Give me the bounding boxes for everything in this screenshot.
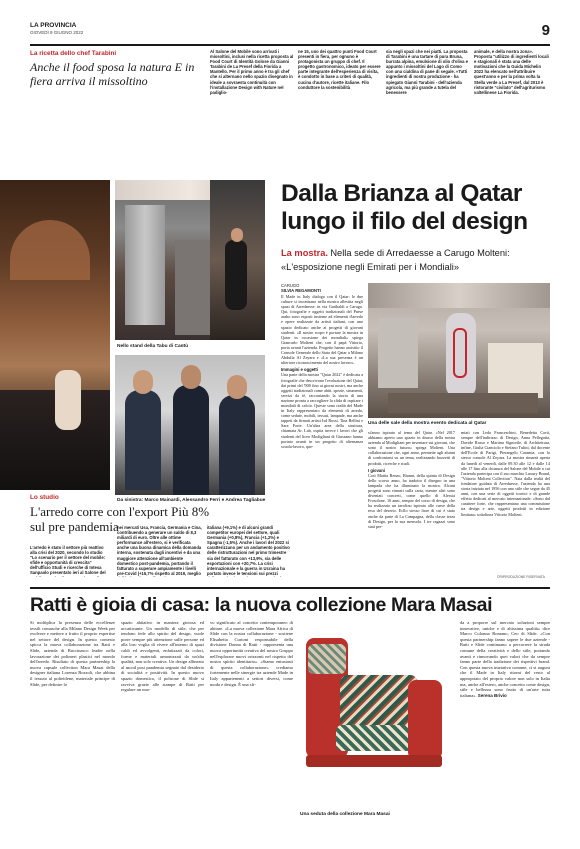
exhibit-photo <box>210 180 265 340</box>
study-col2: nei mercati Usa, Francia, Germania e Cina, contribuendo a generare un saldo di 8,3 miliardi di euro. Oltre alle ottime performance all'estero, si è verificata anche una buona dinamica della domanda interna, sostenuta dagli incentivi e da una maggiore attenzione all'ambiente domestico post-pandemia, portando il fatturato a superare ampiamente i livelli pre-Covid (+15,7% rispetto al 2019, meglio <box>117 525 202 576</box>
study-col3: italiana (+9,1%) e di alcuni grandi competitor europei del settore, quali Germania (+0,8%), Francia (+1,2%) e Spagna (-1,5%). Anche i lavori del 2022 si caratterizzano per un andamento positivo delle ristrutturazioni nel primo trimestre sia del fatturato con +13,9%, sia delle esportazioni con +20,7%. La crisi internazionale e la guerra in Ucraina ha portato invece le tensioni sui prezzi <box>207 525 290 576</box>
bottom-col3: vo significato al concetto contemporaneo di abitare. «La nuova collezione Mara Africa di Slide con la nostra collaborazione - sostiene Elisabetta Curioni responsabile della divisione Donna di Ratti - rappresenta una nuova opportunità creativa del nostro Gruppo nell'esplorare nuovi orizzonti nel rispetto del nostro spirito identitario». «Siamo entusiasti di questa collaborazione» crediamo fortemente nelle sinergie tra aziende Made in Italy appartenenti a settori diversi, come moda e design. È una sfi- <box>210 620 293 687</box>
study-headline: L'arredo corre con l'export Più 8% sul pre pandemia <box>30 504 210 534</box>
stand-photo <box>0 180 110 490</box>
top-story-col1: Al Salone del Mobile sono arrivati i missoltini, inclusi nella ricetta proposta al Food Court di Identità Golose da Gianni Tarabini de La Presef della Fiorida a Mantello. Per il primo anno è tra gli chef che si alternano nello spazio disegnato in ideale a sovraesta continuità con l'installazione Design with Nature nel padiglio- <box>210 49 294 95</box>
study-kicker: Lo studio <box>30 494 59 501</box>
masthead-rule <box>30 44 550 46</box>
caption-chair: Una seduta della collezione Mara Masai <box>300 812 390 817</box>
top-story-kicker: La ricetta dello chef Tarabini <box>30 50 117 57</box>
main-col3: miati con Leda Franceschini, Benedetta Corti, sempre dell'indirizzo di Design, Anna Pellegatta, Davide Rosso e Martina Signorile, di Architettura, infine, Giulia Cianciolo e Stefano Tulini, dal docente dell'Ecole di Parigi, Pierangelo Caramia, con lo stesso console Al Zeyara. La mostra rimarrà aperta da lunedì al venerdì, dalle 09.30 alle 12 e dalle 14 alle 17 fino alla chiusura del Salone del Mobile a cui l'azienda partecipa con il suo marchio Luxury Brand, "Vittorio Molteni Collection". Nata dalla realtà del fondatore guidata di Arredaesse, l'azienda ha una storia iniziata nel 1956 con uno stile che segue da 45 anni, con una serie di oggetti iconici e di grande effetto dedicati al mercato internazionale. «Sono dal carattere forte, che rappresentano una commistione tra design e arte, oggetti prodotti in edizione limitata» sottolinea Vittorio Molteni. <box>461 430 550 517</box>
study-col1: L'arredo è stato il settore più reattivo alla crisi del 2020, secondo lo studio "Lo scenario per il settore del mobile: sfide e opportunità di crescita" dell'ufficio Studi e ricerche di Intesa Sanpaolo presentato ieri al Salone del <box>30 545 106 576</box>
masthead <box>30 22 550 44</box>
caption-qatar: Una delle sale della mostra evento dedicata al Qatar <box>368 421 487 426</box>
people-photo <box>115 355 265 495</box>
main-credit: ©RIPRODUZIONE RISERVATA <box>497 575 545 579</box>
bottom-section-rule <box>30 587 550 589</box>
bottom-col4: da a proporre sul mercato soluzioni sempre innovative, uniche e di altissima qualità» dice Marco Colonna Romano, Ceo di Slide. «Con questa partnership fanno sapere le due aziende - Ratti e Slide continuano a percorrere la strada comune della creatività e dello stile, portando avanti e rinnovando quei valori che da sempre fanno parte della tradizione dei rispettivi brand. Con questa nuova iniziativa comune, ci si augura che il Made in Italy ritorni del resto al appropriato del proprio valore non solo in Italia ma, anche all'estero, anche concetto come design, stile e bellezza sono frutto di un'arte tutta italiana». Serena Brivio <box>460 620 550 698</box>
main-kicker: La mostra. <box>281 248 329 258</box>
chair-photo <box>300 620 452 790</box>
place: CARUGO <box>281 283 300 288</box>
top-story-col2: ne 15, uno dei quattro punti Food Court presenti in fiera, per ognuno è protagonista un gruppo di chef. Il progetto gastronomico, ideato per essere parte integrante dell'esperienza di visita, è condotto in base a criteri di qualità, cucina d'autore, ricette italiane. Filo conduttore la sostenibilità <box>298 49 381 90</box>
main-headline-2: lungo il filo del design <box>281 208 528 235</box>
main-subhead <box>281 247 549 274</box>
top-story-col4: animale, e della nostra zona». Proposta "utilizzo di ingredienti locali e stagionali è stata una delle motivazioni che la Guida Michelin 2022 ha elencato nell'attribuire quest'anno e per la prima volta la Stella verde a La Presef, dal 2013 è ristorante "civilato" dell'agriturismo valtellinese La Fiorida. <box>474 49 549 95</box>
top-story-headline: Anche il food sposa la natura E in fiera arriva il missoltino <box>30 60 195 88</box>
caption-stand: Nello stand della Tabu di Cantù <box>117 344 189 349</box>
bottom-col2: spazio abitativo in maniera gioiosa ed accattivante. Un modello di stile, che per tendono fede allo spirito del design, vuole porre sempre più attenzione sulle persone ed alla loro voglia di vivere all'interno di spazi caldi ed avvolgenti, enfatizzati da colori, forme e materiali armonizzati da un'alta qualità, non solo creativa. Un design allineato al mood post pandemia segnato dal desiderio di socialità e positività. In questo nuovo spazio domestico, il poltrone di Slide si ravviva grazie alle stampe di Ratti per regalare un nuo- <box>121 620 204 693</box>
bottom-col1: Si moltiplica la presenza delle eccellenze tessili comasche alla Milano Design Week per evolvere e mettere a frutto il proprio expertise nel settore del design. In questo contesto spicca la nuova collaborazione tra Ratti e Slide, azienda di Buccinasco leader nella lavorazione dei polimeri plastici nel mondo dell'arredo. Risultato di questa partnership la nuova capsule collection Mara Masai della designer italiana Lorenza Bozzoli, che abbina il tessuto al polietilene, materiale principe di Slide, per definire lo <box>30 620 115 687</box>
masthead-paper: LA PROVINCIA <box>30 22 77 29</box>
top-story-col3: sia negli spazi che nei piatti. La proposta di Tarabini è una tartare di pura Bruna, burrata alpina, emulsione di olio d'oliva e appunto i missoltini del Lago di Como con una cialdina di pane di segale. «Tutti ingredienti di nostra produzione - ha spiegato Gianni Tarabini - dell'azienda agricola, ma più grande a tutela del benessere <box>386 49 468 95</box>
bottom-headline: Ratti è gioia di casa: la nuova collezione Mara Masai <box>30 594 493 616</box>
main-subhead-text: Nella sede di Arredaesse a Carugo Molteni: «L'esposizione negli Emirati per i Mondiali» <box>281 248 510 272</box>
main-col1: Il Made in Italy dialoga con il Qatar: le due culture si incontrano nella mostra allestita negli spazi di Arredaesse, in via Garibaldi a Carugo. Qui, fotografie e oggetti tradizionali del Paese arabo sono esposti insieme ad elementi d'arredo e opere realizzate da artisti italiani, con uno spazio dedicato anche ai progetti di giovani studenti. «Il nostro scopo è portare la mostra in Qatar in occasione dei mondiali» spiega Giancarlo Molteni che, con il papà Vittorio, porta avanti l'azienda. Progetto hanno assistito il Console Generale dello Stato del Qatar a Milano Abdulla Al Zeyara e «La sua presenza è un ulteriore riconoscimento del nostro lavoro». Immagini e oggetti Una parte della mostra "Qatar 2022" è dedicata a fotografie che descrivono l'evoluzione del Qatar, dai primi del '900 fino ai giorni nostri, ma anche oggetti tradizionali come abiti, spezie, strumenti, servizi da tè, raccontando la storia di una nazione pronta a raccogliere la sfida di ospitare i mondiali di calcio. Queste sono realtà del Made in Italy rappresentato da elementi di arredo, come sedute, mobili, tessuti, lampade, ma anche tappeti da firmati artisti Isd Rossi, Tina Bellini e Sara Forte. Un'altra area della struttura, chiamata Ar. Lab, ospita invece i lavori che gli studenti del liceo Modigliani di Giussano hanno portato avanti in un progetto di alternanza scuola-lavoro, que- <box>281 294 363 449</box>
page-number: 9 <box>541 22 550 39</box>
byline: SILVIA REGAMONTI <box>281 288 321 293</box>
caption-people: Da sinistra: Marco Mainardi, Alessandro Ferri e Andrea Tagliabue <box>117 498 266 503</box>
qatar-room-photo <box>368 283 550 418</box>
masthead-date: GIOVEDÌ 9 GIUGNO 2022 <box>30 30 84 35</box>
main-headline-1: Dalla Brianza al Qatar <box>281 180 522 207</box>
main-col2: st'anno ispirato al tema del Qatar. «Nel 2017 abbiamo aperto uno spazio in disuso della nostra azienda al Modigliani per inventare sui giovani, che sono il nostro futuro» spiega Molteni. Una collaborazione che, ogni anno, permette agli alunni di confrontarsi su un tema, realizzando bozzetti di prodotti, ricerche e studi. I giovani Così Mattia Renzo, Bianni, della quinta di Design dello scorso anno, ha tradotto il disegno in una lampada che ha illuminato la mostra. Alcuni progetti sono rimasti sulla carta, mentre altri sono diventati concreti, come quello di Alessia Frosolone, 16 anni, sempre del corso di design, che ha realizzato un tavolino ispirato alle curve della resa del deserto. Ecllo stesso fiore di cui è stato anche da parte di La Campagna, della classe terza di Design, per la sua mensola. I tre ragazzi sono stati pre- <box>368 430 455 529</box>
